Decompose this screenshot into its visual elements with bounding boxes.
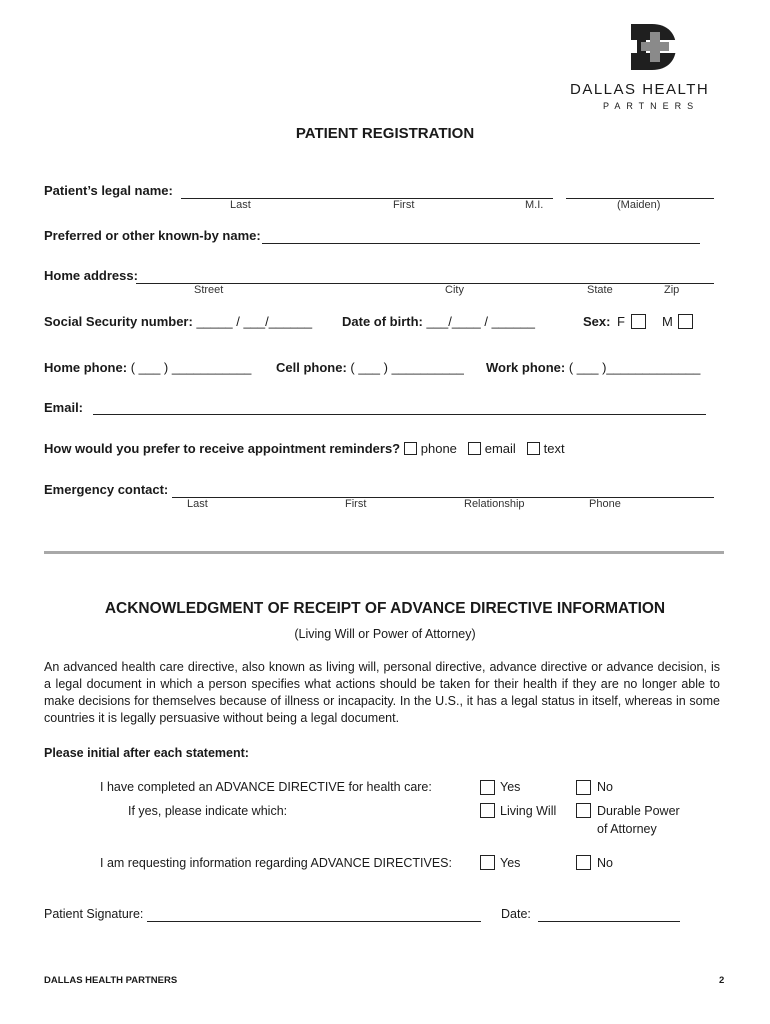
brand-name: DALLAS HEALTH: [570, 81, 710, 98]
reminder-text-option[interactable]: text: [527, 441, 565, 456]
sub-maiden: (Maiden): [617, 199, 661, 211]
sub-em-relationship: Relationship: [464, 498, 525, 510]
home-phone-label: Home phone: ( ___ ) ___________: [44, 360, 252, 375]
email-field[interactable]: [93, 414, 706, 415]
date-label: Date:: [501, 907, 531, 921]
durable-poa-label-2: of Attorney: [597, 822, 657, 836]
q2-yes-label: Yes: [500, 856, 521, 870]
q2-no-checkbox[interactable]: [576, 855, 591, 870]
q1-yes-checkbox[interactable]: [480, 780, 495, 795]
brand-sub: PARTNERS: [603, 101, 700, 111]
living-will-checkbox[interactable]: [480, 803, 495, 818]
cell-phone-label: Cell phone: ( ___ ) __________: [276, 360, 464, 375]
sex-m-label: M: [662, 314, 673, 329]
home-address-label: Home address:: [44, 268, 138, 283]
cell-phone-field[interactable]: ( ___ ) __________: [350, 360, 464, 375]
work-phone-label: Work phone: ( ___ )_____________: [486, 360, 701, 375]
dob-label: Date of birth: ___/____ / ______: [342, 314, 535, 329]
page-number: 2: [719, 975, 725, 986]
q1-no-checkbox[interactable]: [576, 780, 591, 795]
sub-state: State: [587, 284, 613, 296]
ack-paragraph: An advanced health care directive, also known as living will, personal directive, advance directive or advance decision, is a legal document in which a person specifies what actions should be taken for their health if they are no longer able to make decisions for themselves because of illness or incapacity. In the U.S., it has a legal status in itself, whereas in some countries it is legally persuasive without being a legal document.: [44, 660, 720, 725]
sub-em-last: Last: [187, 498, 208, 510]
sub-mi: M.I.: [525, 199, 544, 211]
ssn-label: Social Security number: _____ / ___/______: [44, 314, 313, 329]
sex-label: Sex:: [583, 314, 611, 329]
sub-last: Last: [230, 199, 251, 211]
q1-text: I have completed an ADVANCE DIRECTIVE for health care:: [100, 780, 432, 794]
emergency-contact-label: Emergency contact:: [44, 482, 169, 497]
durable-poa-checkbox[interactable]: [576, 803, 591, 818]
reminder-text-checkbox[interactable]: [527, 442, 540, 455]
q2-yes-checkbox[interactable]: [480, 855, 495, 870]
emergency-contact-field[interactable]: [172, 497, 714, 498]
sub-street: Street: [194, 284, 224, 296]
living-will-label: Living Will: [500, 804, 557, 818]
q1-no-label: No: [597, 780, 613, 794]
sex-f-checkbox[interactable]: [631, 314, 646, 329]
preferred-name-label: Preferred or other known-by name:: [44, 228, 261, 243]
signature-field[interactable]: [147, 921, 481, 922]
dallas-health-logo-icon: [628, 22, 678, 72]
reminder-question: How would you prefer to receive appointment reminders? phone email text: [44, 441, 565, 456]
reminder-phone-option[interactable]: phone: [404, 441, 457, 456]
reminder-phone-checkbox[interactable]: [404, 442, 417, 455]
dob-field[interactable]: ___/____ / ______: [426, 314, 535, 329]
sub-first: First: [393, 199, 415, 211]
q2-no-label: No: [597, 856, 613, 870]
q1b-text: If yes, please indicate which:: [128, 804, 288, 818]
home-phone-field[interactable]: ( ___ ) ___________: [130, 360, 252, 375]
page-title: PATIENT REGISTRATION: [295, 125, 475, 142]
q1-yes-label: Yes: [500, 780, 521, 794]
ack-title: ACKNOWLEDGMENT OF RECEIPT OF ADVANCE DIRECTIVE INFORMATION: [104, 600, 666, 617]
reminder-email-checkbox[interactable]: [468, 442, 481, 455]
sub-em-first: First: [345, 498, 367, 510]
ack-instruction: Please initial after each statement:: [44, 746, 249, 760]
sex-f-label: F: [617, 314, 625, 329]
q2-text: I am requesting information regarding ADVANCE DIRECTIVES:: [100, 856, 452, 870]
work-phone-field[interactable]: ( ___ )_____________: [568, 360, 701, 375]
durable-poa-label-1: Durable Power: [597, 804, 680, 818]
preferred-name-field[interactable]: [262, 243, 700, 244]
email-label: Email:: [44, 400, 84, 415]
footer-org: DALLAS HEALTH PARTNERS: [44, 975, 178, 986]
sub-em-phone: Phone: [589, 498, 621, 510]
legal-name-label: Patient’s legal name:: [44, 183, 173, 198]
date-field[interactable]: [538, 921, 680, 922]
ssn-field[interactable]: _____ / ___/______: [196, 314, 313, 329]
sub-zip: Zip: [664, 284, 680, 296]
ack-subtitle: (Living Will or Power of Attorney): [294, 627, 476, 641]
sub-city: City: [445, 284, 464, 296]
section-divider: [44, 551, 724, 554]
signature-label: Patient Signature:: [44, 907, 144, 921]
sex-m-checkbox[interactable]: [678, 314, 693, 329]
reminder-email-option[interactable]: email: [468, 441, 516, 456]
